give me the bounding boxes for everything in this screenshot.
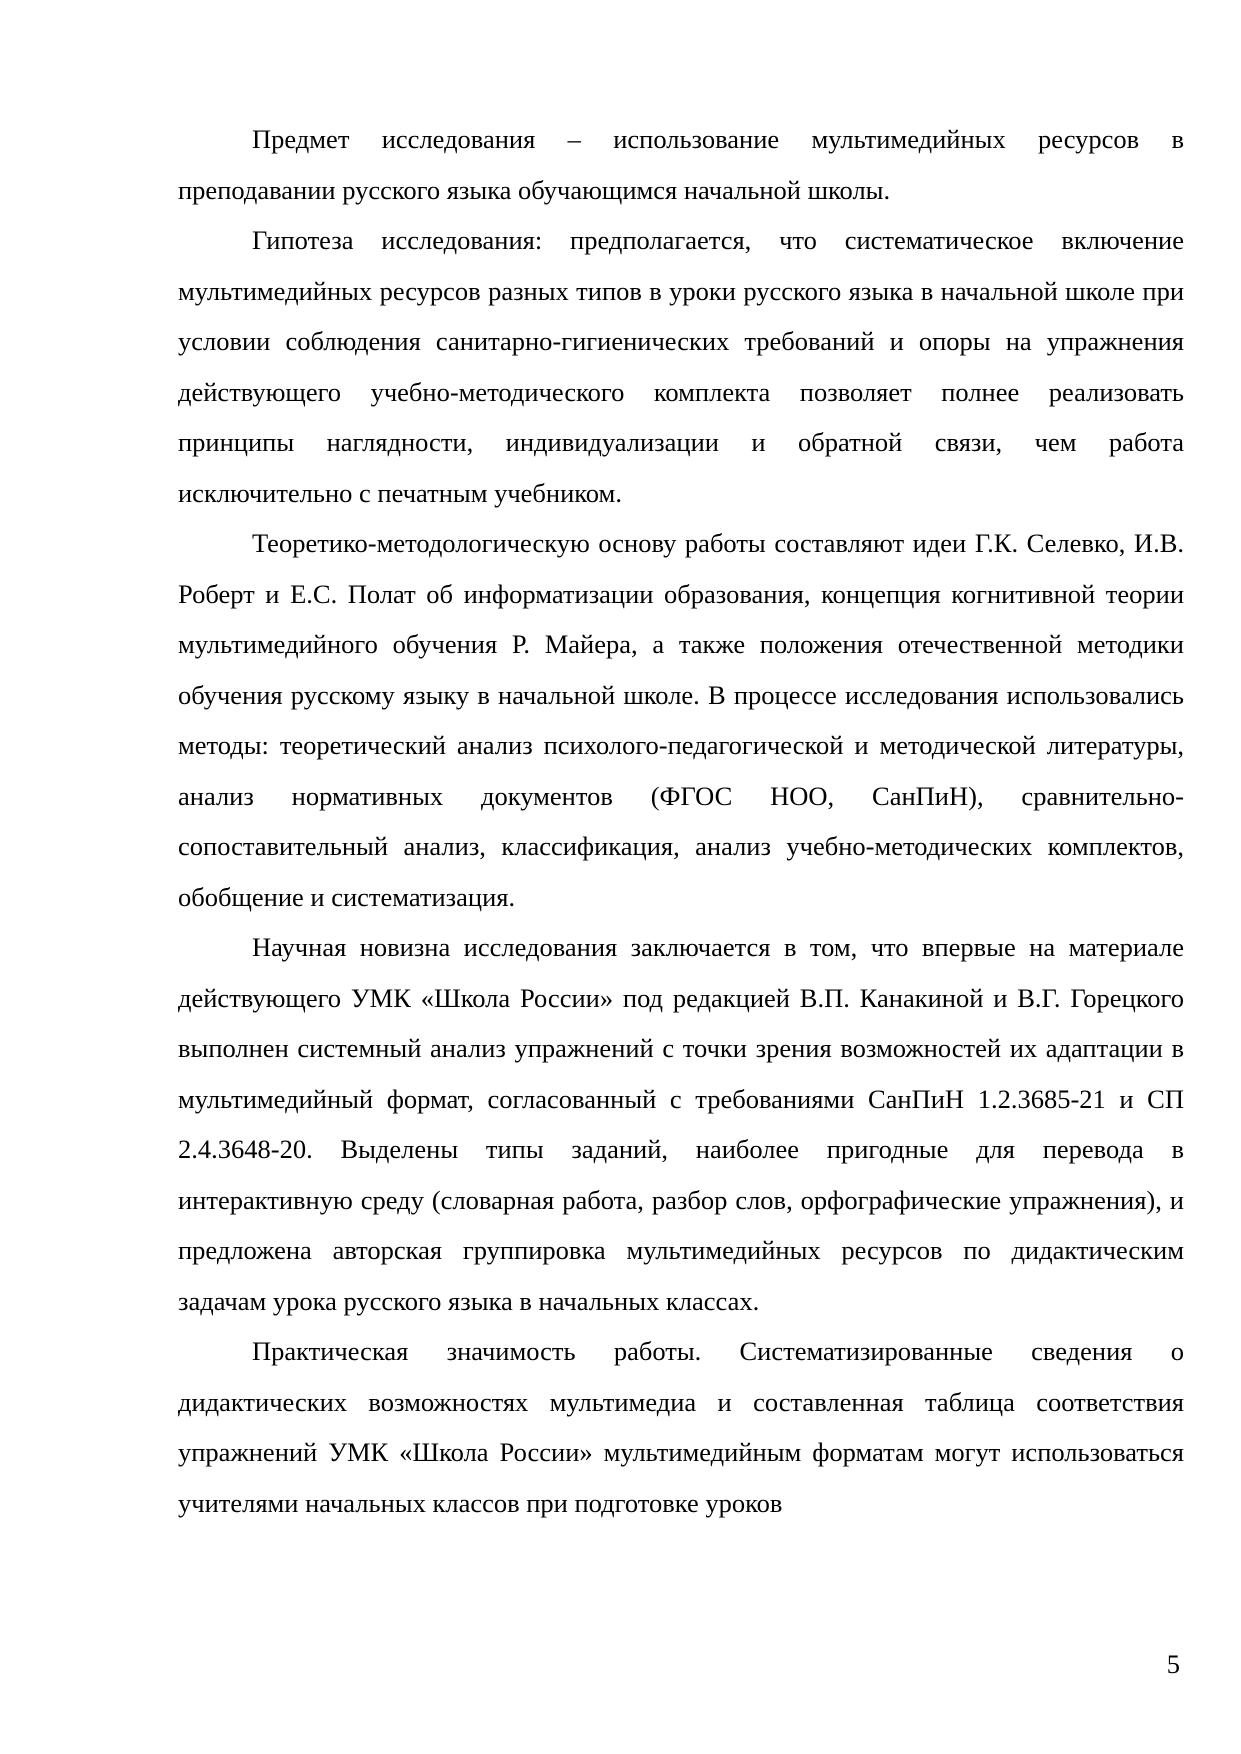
paragraph-research-hypothesis: Гипотеза исследования: предполагается, что систематическое включение мультимедийных ресурсов разных типов в уроки русского языка в начальной школе при условии соблюдения санитарно-гигиенических требований и опоры на упражнения действующего учебно-методического комплекта позволяет полнее реализовать принципы наглядности, индивидуализации и обратной связи, чем работа исключительно с печатным учебником. bbox=[178, 225, 1184, 508]
paragraph-practical-significance: Практическая значимость работы. Систематизированные сведения о дидактических возможностях мультимедиа и составленная таблица соответствия упражнений УМК «Школа России» мультимедийным форматам могут использоваться учителями начальных классов при подготовке уроков bbox=[178, 1336, 1184, 1518]
paragraph-scientific-novelty: Научная новизна исследования заключается в том, что впервые на материале действующего УМК «Школа России» под редакцией В.П. Канакиной и В.Г. Горецкого выполнен системный анализ упражнений с точки зрения возможностей их адаптации в мультимедийный формат, согласованный с требованиями СанПиН 1.2.3685-21 и СП 2.4.3648-20. Выделены типы заданий, наиболее пригодные для перевода в интерактивную среду (словарная работа, разбор слов, орфографические упражнения), и предложена авторская группировка мультимедийных ресурсов по дидактическим задачам урока русского языка в начальных классах. bbox=[178, 932, 1184, 1316]
body-text bbox=[178, 114, 1184, 1528]
paragraph-methodological-basis: Теоретико-методологическую основу работы составляют идеи Г.К. Селевко, И.В. Роберт и Е.С. Полат об информатизации образования, концепция когнитивной теории мультимедийного обучения Р. Майера, а также положения отечественной методики обучения русскому языку в начальной школе. В процессе исследования использовались методы: теоретический анализ психолого-педагогической и методической литературы, анализ нормативных документов (ФГОС НОО, СанПиН), сравнительно-сопоставительный анализ, классификация, анализ учебно-методических комплектов, обобщение и систематизация. bbox=[178, 528, 1184, 912]
page-number: 5 bbox=[1166, 1649, 1180, 1679]
paragraph-research-subject: Предмет исследования – использование мультимедийных ресурсов в преподавании русского языка обучающимся начальной школы. bbox=[178, 124, 1184, 205]
